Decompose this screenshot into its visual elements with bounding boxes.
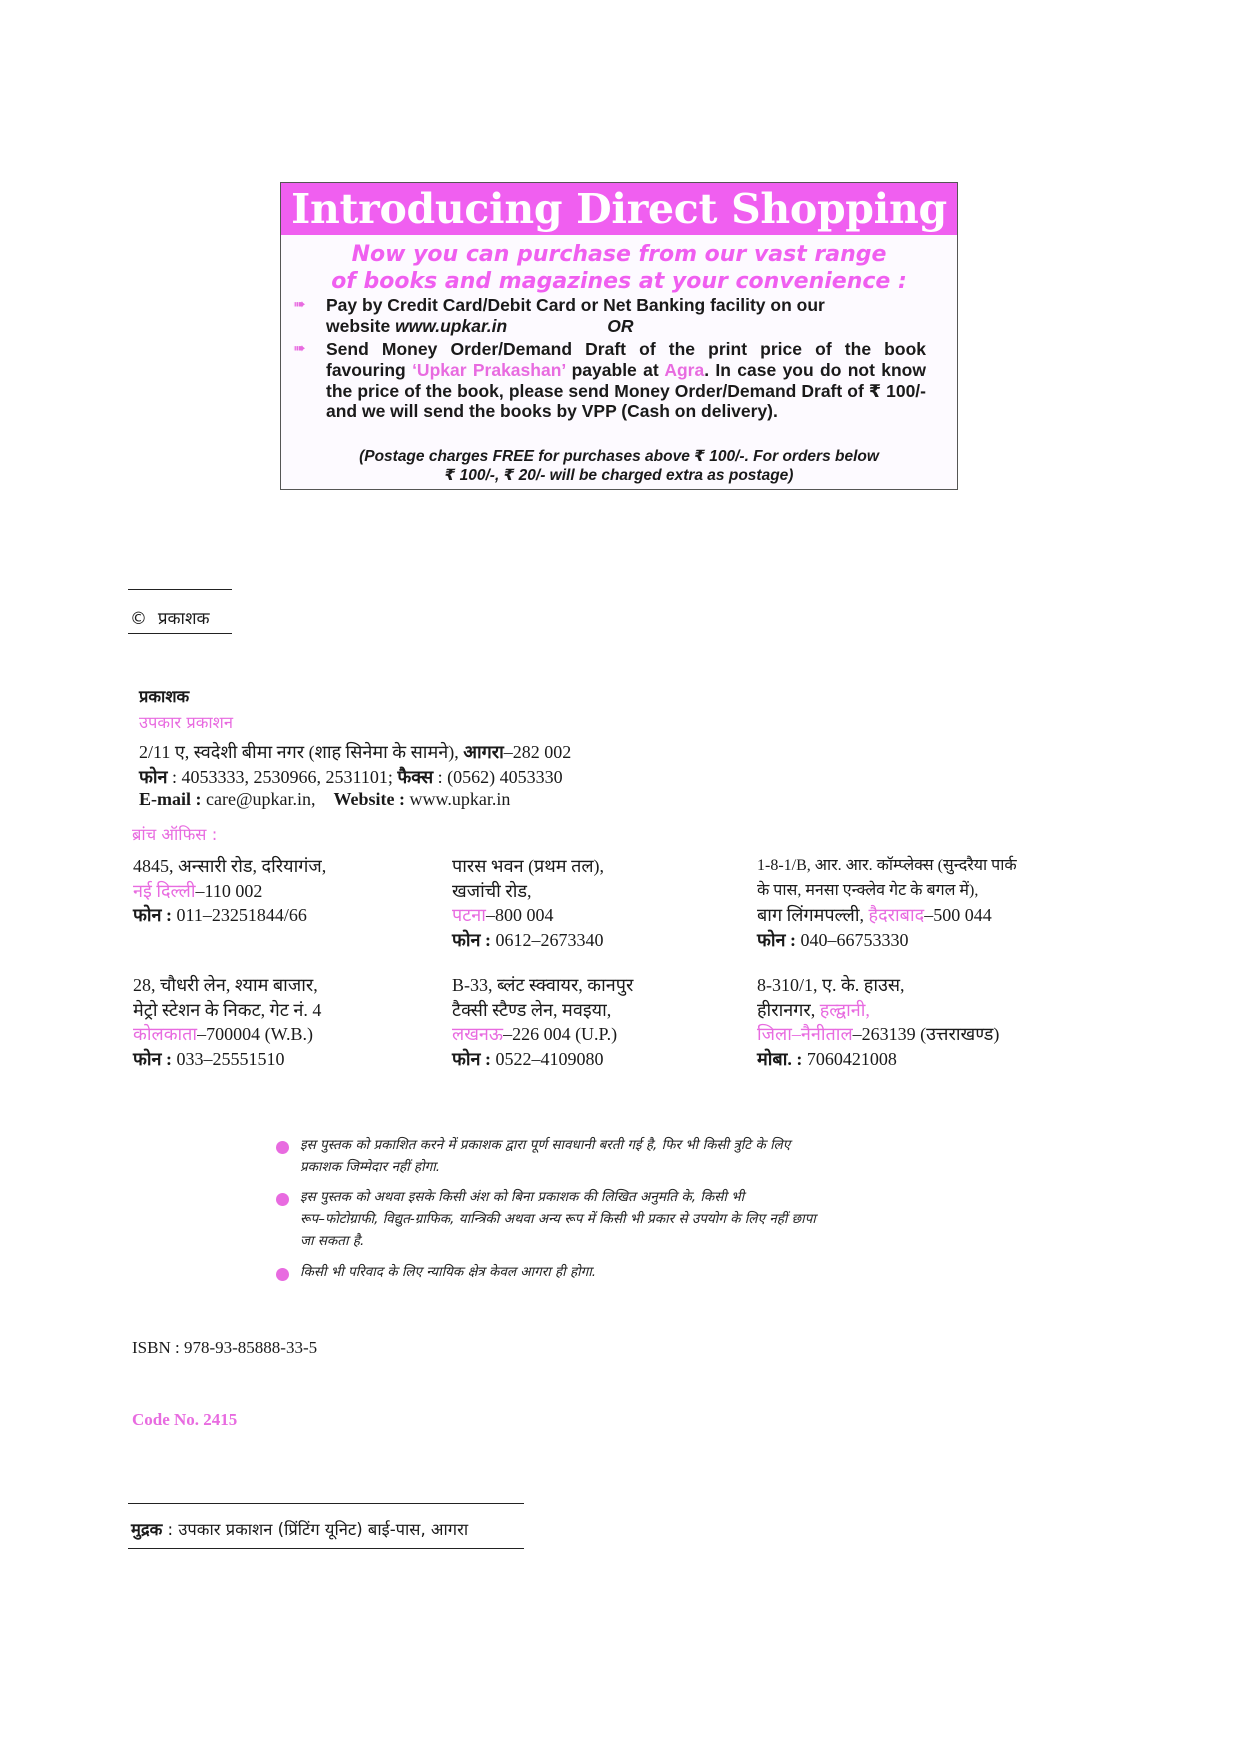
- publisher-address: 2/11 ए, स्वदेशी बीमा नगर (शाह सिनेमा के सामने), आगरा–282 002: [139, 742, 572, 762]
- payee-city: Agra: [664, 359, 705, 380]
- branch-kolkata: 28, चौधरी लेन, श्याम बाजार, मेट्रो स्टेशन के निकट, गेट नं. 4 कोलकाता–700004 (W.B.) फोन : 033–25551510: [133, 975, 322, 1069]
- ad-item1-line1: Pay by Credit Card/Debit Card or Net Banking facility on our: [326, 295, 825, 315]
- notice-item: इस पुस्तक को प्रकाशित करने में प्रकाशक द्वारा पूर्ण सावधानी बरती गई है, फिर भी किसी त्रुटि के लिए प्रकाशक जिम्मेदार नहीं होगा.: [300, 1137, 791, 1175]
- bullet-dot-icon: [276, 1193, 289, 1206]
- ad-item-payment-online: [326, 295, 926, 337]
- copyright-rule-top: [128, 589, 232, 590]
- branch-patna: पारस भवन (प्रथम तल), खजांची रोड, पटना–800 004 फोन : 0612–2673340: [452, 856, 605, 950]
- ad-subtitle-line2: of books and magazines at your convenience :: [331, 269, 907, 294]
- arrow-bullet-icon: ➠: [293, 340, 306, 357]
- email-link[interactable]: care@upkar.in,: [201, 789, 316, 809]
- copyright-line: © प्रकाशक: [130, 609, 210, 629]
- arrow-bullet-icon: ➠: [293, 296, 306, 313]
- ad-postage-note: (Postage charges FREE for purchases above ₹ 100/-. For orders below ₹ 100/-, ₹ 20/- will be charged extra as postage): [359, 448, 879, 484]
- ad-title: Introducing Direct Shopping: [281, 183, 957, 235]
- payee-name: ‘Upkar Prakashan’: [412, 359, 566, 380]
- bullet-dot-icon: [276, 1268, 289, 1281]
- branch-haldwani: 8-310/1, ए. के. हाउस, हीरानगर, हल्द्वानी, जिला–नैनीताल–263139 (उत्तराखण्ड) मोबा. : 7060421008: [757, 975, 1000, 1069]
- notice-item: किसी भी परिवाद के लिए न्यायिक क्षेत्र केवल आगरा ही होगा.: [300, 1264, 597, 1280]
- ad-or-text: OR: [607, 315, 634, 336]
- ad-item1-line2: website www.upkar.in OR: [326, 315, 634, 336]
- printer-rule-bottom: [128, 1548, 524, 1549]
- publisher-online: E-mail : care@upkar.in, Website : www.upkar.in: [139, 789, 511, 809]
- notice-item: इस पुस्तक को अथवा इसके किसी अंश को बिना प्रकाशक की लिखित अनुमति के, किसी भी रूप–फोटोग्राफी, विद्युत-ग्राफिक, यान्त्रिकी अथवा अन्य रूप में किसी भी प्रकार से उपयोग के लिए नहीं छापा जा सकता है.: [300, 1189, 816, 1249]
- ad-item-money-order: Send Money Order/Demand Draft of the print price of the book favouring ‘Upkar Prakashan’ payable at Agra. In case you do not know the price of the book, please send Money Order/Demand Draft of ₹ 100/- and we will send the books by VPP (Cash on delivery).: [326, 339, 926, 422]
- publisher-name: उपकार प्रकाशन: [139, 713, 234, 732]
- ad-website-link[interactable]: www.upkar.in: [395, 315, 508, 336]
- publisher-label: प्रकाशक: [139, 687, 190, 706]
- code-number: Code No. 2415: [132, 1410, 238, 1429]
- ad-subtitle: [281, 241, 957, 295]
- branch-delhi: 4845, अन्सारी रोड, दरियागंज, नई दिल्ली–110 002 फोन : 011–23251844/66: [133, 856, 327, 925]
- publisher-contact: फोन : 4053333, 2530966, 2531101; फैक्स : (0562) 4053330: [139, 767, 563, 787]
- bullet-dot-icon: [276, 1141, 289, 1154]
- ad-subtitle-line1: Now you can purchase from our vast range: [351, 242, 887, 267]
- branch-hyderabad: 1-8-1/B, आर. आर. कॉम्प्लेक्स (सुन्दरैया पार्क के पास, मनसा एन्क्लेव गेट के बगल में), बाग लिंगमपल्ली, हैदराबाद–500 044 फोन : 040–66753330: [757, 857, 1017, 950]
- printer-rule-top: [128, 1503, 524, 1504]
- copyright-symbol: ©: [130, 609, 147, 629]
- printer-line: मुद्रक : उपकार प्रकाशन (प्रिंटिंग यूनिट) बाई-पास, आगरा: [131, 1520, 469, 1539]
- direct-shopping-ad: [280, 182, 958, 490]
- isbn: ISBN : 978-93-85888-33-5: [132, 1338, 318, 1357]
- copyright-rule-bottom: [128, 633, 232, 634]
- branch-lucknow: B-33, ब्लंट स्क्वायर, कानपुर टैक्सी स्टैण्ड लेन, मवइया, लखनऊ–226 004 (U.P.) फोन : 0522–4109080: [452, 975, 634, 1069]
- website-link[interactable]: www.upkar.in: [405, 789, 511, 809]
- branch-heading: ब्रांच ऑफिस :: [132, 825, 218, 844]
